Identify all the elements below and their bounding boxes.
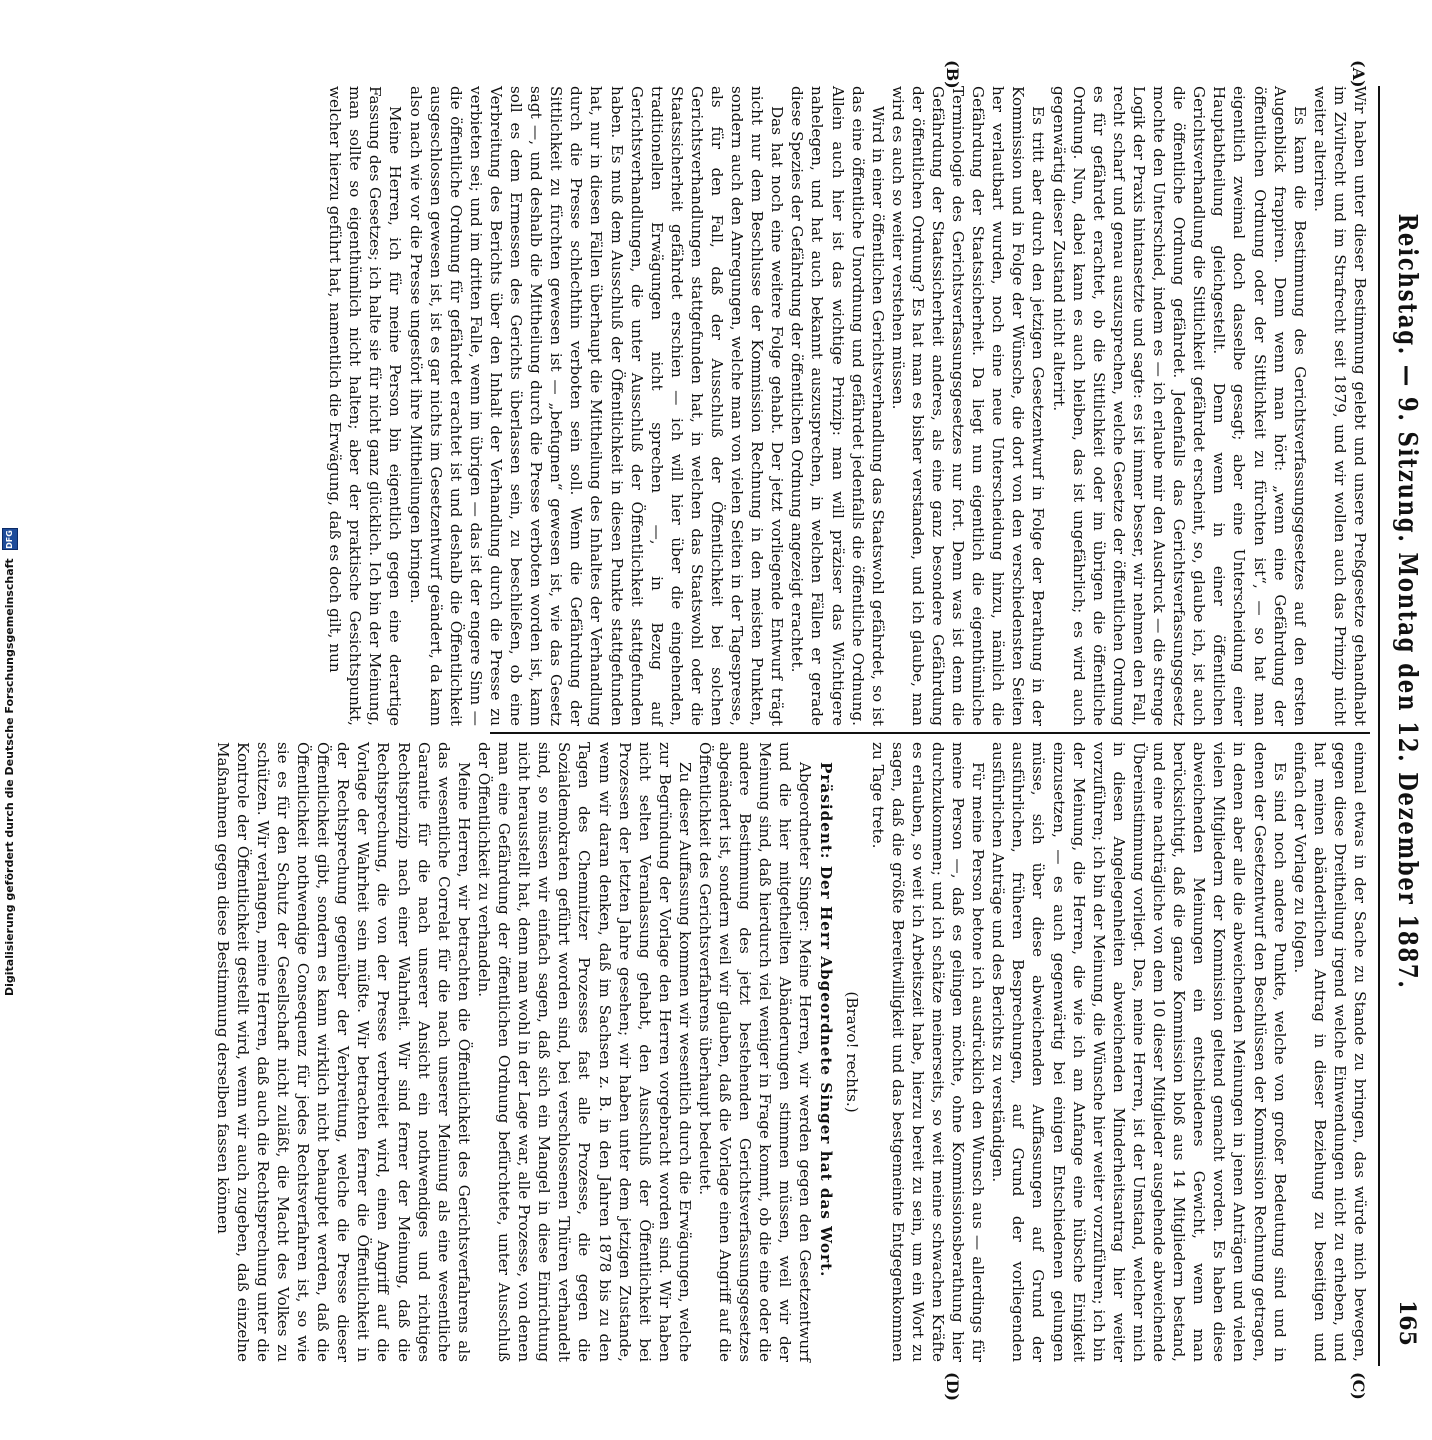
speaker-line-president: Präsident: Der Herr Abgeordnete Singer hat das Wort.: [816, 762, 835, 1278]
right-paragraph: einmal etwas in der Sache zu Stande zu bringen, das würde mich bewegen, gegen diese Dreitheilung irgend welche Einwendungen nicht zu erheben, und hat meinen abänderlichen Antrag in dieser Beziehung zu beseitigen und einfach der Vorlage zu folgen.: [1290, 742, 1369, 1362]
left-paragraph: Es kann die Bestimmung des Gerichtsverfassungsgesetzes auf den ersten Augenblick frappiren. Denn wenn man hört: „wenn eine Gefährdung der öffentlichen Ordnung oder der Sittlichkeit zu fürchten ist“, — so hat man eigentlich zweimal doch dasselbe gesagt; aber eine Unterscheidung einer Hauptabtheilung gleichgestellt. Denn wenn in einer öffentlichen Gerichtsverhandlung die Sittlichkeit gefährdet erscheint, so, glaube ich, ist auch die öffentliche Ordnung gefährdet. Jedenfalls das Gerichtsverfassungsgesetz mochte den Unterschied, indem es — ich erlaube mir den Ausdruck — die strenge Logik der Praxis hintansetzte und sagte: es ist immer besser, wir nehmen den Fall, recht scharf und genau auszusprechen, welche Gesetze der öffentlichen Ordnung es für gefährdet erachtet, ob die Sittlichkeit oder im übrigen die öffentliche Ordnung. Nun, dabei kann es auch bleiben, das ist ungefährlich; es wird auch gegenwärtig dieser Zustand nicht alterirt.: [1049, 86, 1309, 726]
running-head: [1364, 0, 1424, 1000]
right-paragraph: Es sind noch andere Punkte, welche von großer Bedeutung sind und in denen der Gesetzentwurf den Beschlüssen der Kommission Rechnung getragen, in denen aber alle die abweichenden Meinungen in jenen Anträgen und vielen vielen Mitgliedern der Kommission geltend gemacht worden. Es haben diese abweichenden Meinungen ein entschiedenes Gewicht, wenn man berücksichtigt, daß die ganze Kommission bloß aus 14 Mitgliedern bestand, und eine nachträgliche von dem 10 dieser Mitglieder ausgehende abweichende Übereinstimmung vorliegt. Das, meine Herren, ist der Umstand, welcher mich in diesen Angelegenheiten abweichenden Minderheitsantrag hier weiter vorzuführen; ich bin der Meinung, die Wünsche hier weiter vorzuführen; ich bin der Meinung, die Herren, die wie ich am Anfange eine hübsche Einigkeit einzusetzen, — es auch gegenwärtig bei einigen Entschiedenen gelungen müsse, sich über diese abweichenden Auffassungen auf Grund der ausführlichen, früheren Besprechungen, auf Grund der vorliegenden ausführlichen Anträge und des Berichts zu verständigen.: [989, 742, 1289, 1362]
dfg-logo: DFG: [2, 528, 18, 550]
column-divider: [490, 732, 1370, 734]
digitization-footer: [0, 0, 22, 1000]
right-paragraph: Zu dieser Auffassung kommen wir wesentlich durch die Erwägungen, welche zur Begründung der Vorlage den Herren vorgebracht worden sind. Wir haben nicht selten Veranlassung gehabt, den Ausschluß der Öffentlichkeit bei Prozessen der letzten Jahre gesehen; wir haben unter dem jetzigen Zustande, wenn wir daran denken, daß im Sachsen z. B. in den Jahren 1878 bis zu den Tagen des Chemnitzer Prozesses fast alle Prozesse, die gegen die Sozialdemokraten geführt worden sind, bei verschlossenen Thüren verhandelt sind, so müssen wir einfach sagen, daß sich ein Mangel in diese Einrichtung nicht herausstellt hat, denn man wohl in der Lage war, alle Prozesse, von denen man eine Gefährdung der öffentlichen Ordnung befürchtete, unter Ausschluß der Öffentlichkeit zu verhandeln.: [474, 742, 694, 1362]
right-paragraph: Für meine Person betone ich ausdrücklich den Wunsch aus — allerdings für meine Person —, daß es gelingen möchte, ohne Kommissionsberathung hier durchzukommen; und ich schätze meinerseits, so weit meine schwachen Kräfte es erlauben, so weit ich Arbeitszeit habe, hierzu bereit zu sein, um ein Wort zu sagen, daß die größte Bereitwilligkeit und das bestgemeinte Entgegenkommen zu Tage trete.: [868, 742, 988, 1362]
margin-mark-d: (D): [943, 1372, 962, 1402]
header-rule: [1378, 86, 1380, 1366]
left-column: [326, 86, 1370, 726]
page-number: 165: [1394, 1300, 1420, 1346]
left-paragraph: Meine Herren, ich für meine Person bin eigentlich gegen eine derartige Fassung des Gesetzes; ich halte sie für nicht ganz glücklich. Ich bin der Meinung, man sollte so eigenthümlich nicht halten; aber der praktische Gesichtspunkt, welcher hierzu geführt hat, namentlich die Erwägung, daß es doch gilt, nun: [326, 86, 405, 726]
applause-note: (Bravo! rechts.): [842, 991, 861, 1113]
left-paragraph: Das hat noch eine weitere Folge gehabt. Der jetzt vorliegende Entwurf trägt nicht nur dem Beschlusse der Kommission Rechnung in den meisten Punkten, sondern auch den Anregungen, welche man von vielen Seiten in der Tagespresse, als für den Fall, daß der Ausschluß der Öffentlichkeit bei solchen Gerichtsverhandlungen stattgefunden hat, in welchen das Staatswohl oder die Staatssicherheit gefährdet erschien — ich will hier über die eingehenden, traditionellen Erwägungen nicht sprechen —, in Bezug auf Gerichtsverhandlungen, die unter Ausschluß der Öffentlichkeit stattgefunden haben. Es muß dem Ausschluß der Öffentlichkeit in diesen Punkte stattgefunden hat, nur in diesen Fällen überhaupt die Mittheilung des Inhaltes der Verhandlung durch die Presse schlechthin verboten sein soll. Wenn die Gefährdung der Sittlichkeit zu fürchten gewesen ist — „befugnen“ gewesen ist, wie das Gesetz sagt —, und deshalb die Mittheilung durch die Presse verboten worden ist, kann soll es dem Ermessen des Gerichts überlassen sein, zu beschließen, ob eine Verbreitung des Berichts über den Inhalt der Verhandlung durch die Presse zu verbieten sei; und im dritten Falle, wenn im übrigen — das ist der engere Sinn — die öffentliche Ordnung für gefährdet erachtet ist und deshalb die Öffentlichkeit ausgeschlossen gewesen ist, ist es gar nichts im Gesetzentwurf geändert, da kann also nach wie vor die Presse ungestört ihre Mittheilungen bringen.: [406, 86, 787, 726]
margin-mark-b: (B): [943, 60, 962, 89]
left-paragraph: Wird in einer öffentlichen Gerichtsverhandlung das Staatswohl gefährdet, so ist das eine öffentliche Unordnung und gefährdet jedenfalls die öffentliche Ordnung. Allein auch hier ist das wichtige Prinzip: man will präziser das Wichtigere nahelegen, und hat auch bekannt auszusprechen, in welchen Fällen er gerade diese Spezies der Gefährdung der öffentlichen Ordnung angezeigt erachtet.: [788, 86, 887, 726]
left-paragraph: Es tritt aber durch den jetzigen Gesetzentwurf in Folge der Berathung in der Kommission und in Folge der Wünsche, die dort von den verschiedensten Seiten her verlautbart wurden, noch eine neue Unterscheidung hinzu, nämlich die Gefährdung der Staatssicherheit. Da liegt nun eigentlich die eigenthümliche Terminologie des Gerichtsverfassungsgesetzes nur fort. Denn was ist denn die Gefährdung der Staatssicherheit anderes, als eine ganz besondere Gefährdung der öffentlichen Ordnung? Es hat man es bisher verstanden, und ich glaube, man wird es auch so weiter verstehen müssen.: [888, 86, 1048, 726]
right-paragraph: Abgeordneter Singer: Meine Herren, wir werden gegen den Gesetzentwurf und die hier mitgetheilten Abänderungen stimmen müssen, weil wir der Meinung sind, daß hierdurch viel weniger in Frage kommt, ob die eine oder die andere Bestimmung des jetzt bestehenden Gerichtsverfassungsgesetzes abgeändert ist, sondern weil wir glauben, daß die Vorlage einen Angriff auf die Öffentlichkeit des Gerichtsverfahrens überhaupt bedeutet.: [696, 742, 815, 1362]
margin-mark-a: (A): [1349, 60, 1368, 88]
footer-text: Digitalisierung gefördert durch die Deutsche Forschungsgemeinschaft: [3, 558, 16, 996]
margin-mark-c: (C): [1349, 1372, 1368, 1400]
running-head-title: Reichstag. — 9. Sitzung. Montag den 12. Dezember 1887.: [1392, 213, 1422, 990]
right-column: [213, 742, 1370, 1362]
left-paragraph: Wir haben unter dieser Bestimmung gelebt und unsere Preßgesetze gehandhabt im Zivilrecht und im Strafrecht seit 1879, und wir wollen auch das Prinzip nicht weiter alteriren.: [1310, 86, 1369, 726]
right-paragraph: Meine Herren, wir betrachten die Öffentlichkeit des Gerichtsverfahrens als das wesentliche Correlat für die nach unserer Meinung als eine wesentliche Garantie für die nach unserer Ansicht ein nothwendiges und richtiges Rechtsprinzip nach einer Wahrheit. Wir sind ferner der Meinung, daß die Rechtsprechung, die von der Presse verbreitet wird, einen Angriff auf die Vorlage der Wahrheit sein müßte. Wir betrachten ferner die Öffentlichkeit in der Rechtsprechung gegenüber der Verbreitung, welche die Presse dieser Öffentlichkeit gibt, sondern es kann wirklich nicht behauptet werden, daß die Öffentlichkeit nothwendige Consequenz für jedes Rechtsverfahren ist, so wie sie es für den Schutz der Gesellschaft nicht zuläßt, die Macht des Volkes zu schützen. Wir verlangen, meine Herren, daß auch die Rechtsprechung unter die Kontrole der Öffentlichkeit gestellt wird, wenn wir auch zugeben, daß einzelne Maßnahmen gegen diese Bestimmung derselben fassen können: [213, 742, 473, 1362]
